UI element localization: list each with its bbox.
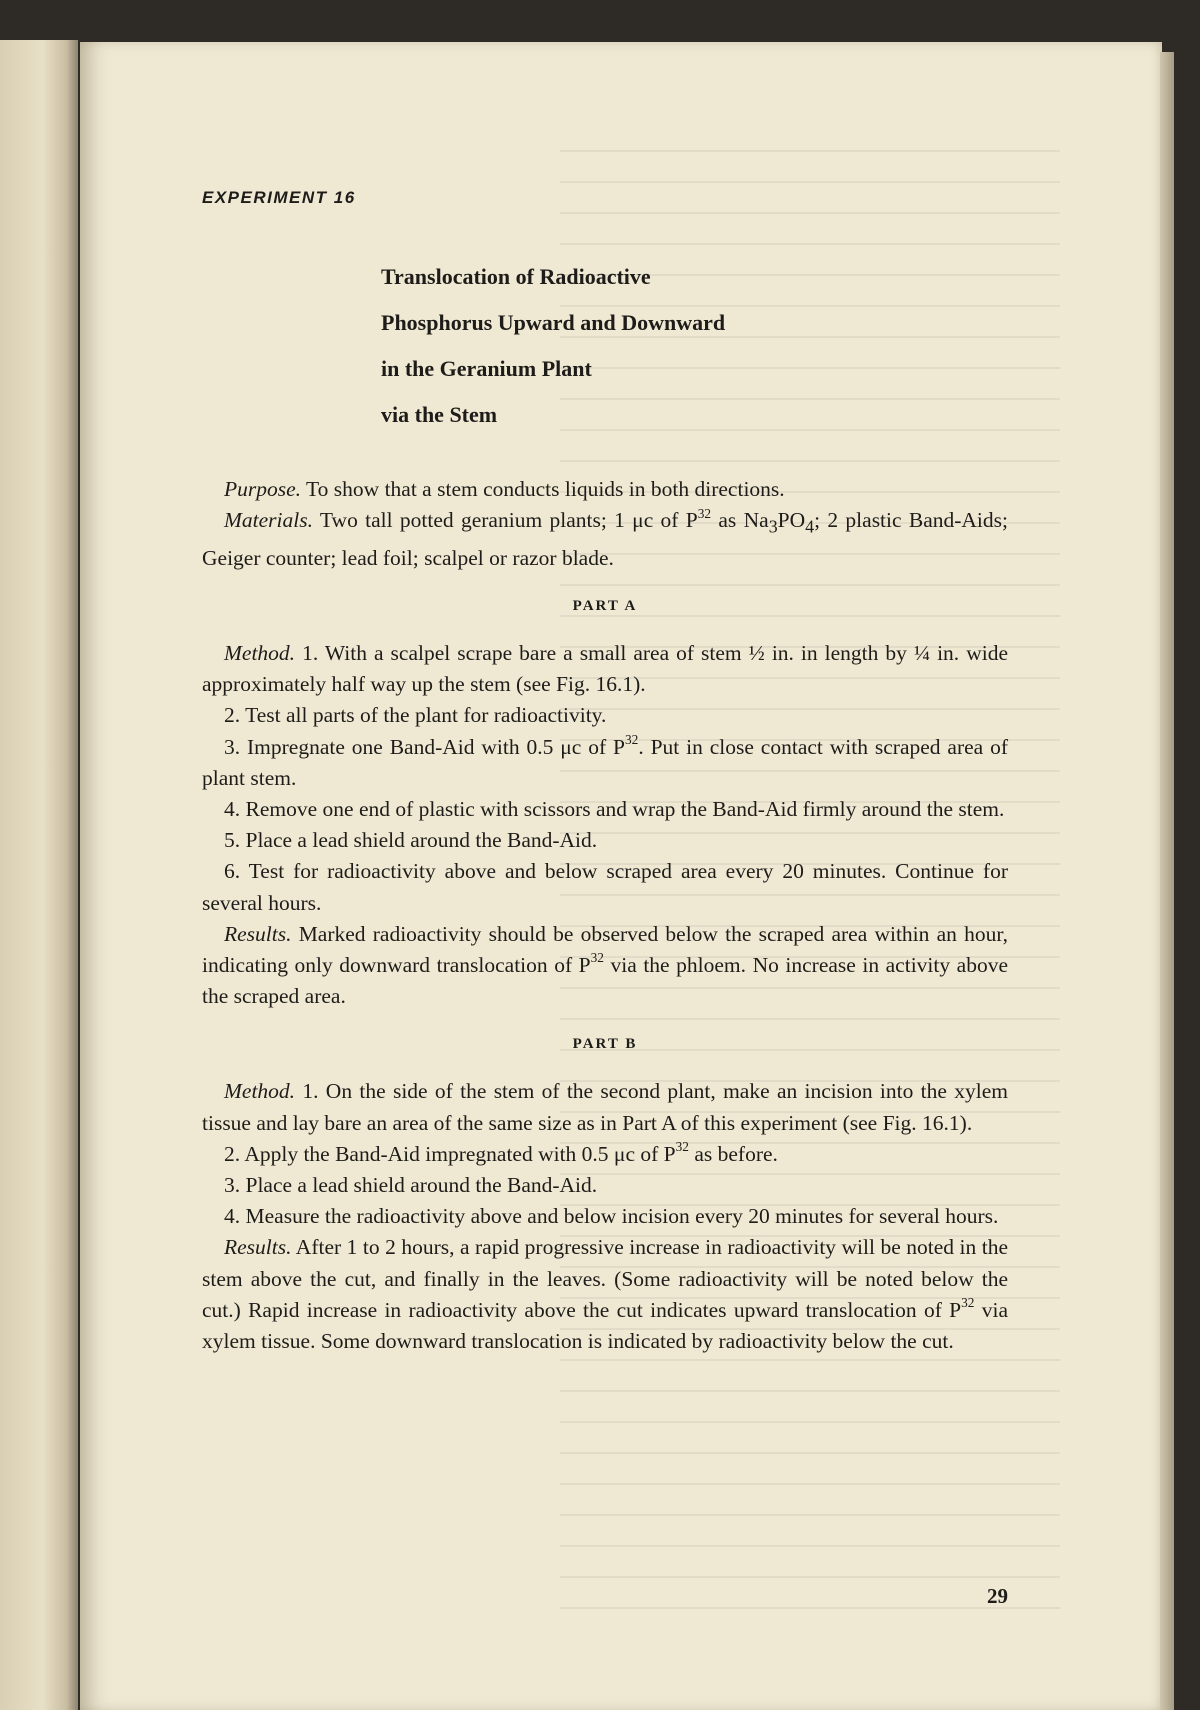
subscript: 3 <box>768 516 778 537</box>
experiment-title <box>381 254 941 438</box>
method-label: Method. <box>224 1079 296 1104</box>
materials-text: as Na <box>711 508 769 533</box>
step-text: 1. With a scalpel scrape bare a small area of stem ½ in. in length by ¼ in. wide approximately half way up the stem (see Fig. 16.1). <box>202 640 1008 697</box>
experiment-label: EXPERIMENT 16 <box>202 188 356 207</box>
title-line: via the Stem <box>381 402 498 427</box>
title-line: Phosphorus Upward and Downward <box>381 310 726 335</box>
title-line: in the Geranium Plant <box>381 356 592 381</box>
purpose-text: To show that a stem conducts liquids in both directions. <box>306 477 785 501</box>
part-a-heading: PART A <box>572 597 638 614</box>
superscript: 32 <box>675 1139 689 1155</box>
part-a-step: 6. Test for radioactivity above and below scraped area every 20 minutes. Continue for several hours. <box>202 859 1008 915</box>
part-a-step <box>202 638 1008 700</box>
results-text: via xylem tissue. Some downward translocation is indicated by radioactivity below the cut. <box>202 1297 1008 1353</box>
results-text: After 1 to 2 hours, a rapid progressive increase in radioactivity will be noted in the stem above the cut, and finally in the leaves. (Some radioactivity will be noted below the cut.) Rapid increase in radioactivity above the cut indicates upward translocation of P <box>202 1235 1008 1322</box>
materials-text: PO <box>777 508 806 533</box>
purpose-label: Purpose. <box>224 477 302 501</box>
part-a-step: 4. Remove one end of plastic with scissors and wrap the Band-Aid firmly around the stem. <box>224 796 1005 821</box>
page-number: 29 <box>987 1584 1008 1608</box>
results-text: Marked radioactivity should be observed below the scraped area within an hour, indicating only downward translocation of P <box>202 921 1008 977</box>
part-b-heading: PART B <box>572 1036 638 1053</box>
left-page-edge <box>0 40 78 1710</box>
part-b-step: 3. Place a lead shield around the Band-Aid. <box>224 1172 598 1197</box>
materials-text: Two tall potted geranium plants; 1 μc of P <box>319 508 698 533</box>
step-text: . Put in close contact with scraped area of plant stem. <box>202 734 1009 790</box>
superscript: 32 <box>697 505 712 521</box>
results-label: Results. <box>224 921 292 946</box>
part-a-results <box>202 919 1008 1013</box>
subscript: 4 <box>805 516 815 537</box>
part-b-results <box>202 1232 1008 1357</box>
step-text: 3. Impregnate one Band-Aid with 0.5 μc of P <box>224 734 625 759</box>
part-b-step: 4. Measure the radioactivity above and below incision every 20 minutes for several hours. <box>224 1204 999 1229</box>
part-b-step <box>202 1076 1008 1138</box>
materials-paragraph <box>202 505 1008 574</box>
materials-text: ; 2 plastic Band-Aids; Geiger counter; lead foil; scalpel or razor blade. <box>202 508 1008 570</box>
page-fore-edge <box>1160 52 1174 1710</box>
materials-label: Materials. <box>224 508 313 533</box>
step-text: as before. <box>688 1141 778 1166</box>
part-b-step <box>202 1139 1008 1170</box>
title-line: Translocation of Radioactive <box>381 264 651 289</box>
part-a-step <box>202 732 1008 794</box>
purpose-paragraph <box>202 474 1008 505</box>
step-text: 1. On the side of the stem of the second plant, make an incision into the xylem tissue and lay bare an area of the same size as in Part A of this experiment (see Fig. 16.1). <box>202 1079 1008 1135</box>
experiment-body <box>202 474 1008 1357</box>
results-label: Results. <box>224 1235 292 1260</box>
superscript: 32 <box>590 950 604 966</box>
superscript: 32 <box>961 1295 975 1311</box>
superscript: 32 <box>624 732 639 748</box>
part-a-step: 2. Test all parts of the plant for radioactivity. <box>224 703 607 728</box>
results-text: via the phloem. No increase in activity above the scraped area. <box>202 952 1009 1009</box>
part-a-step: 5. Place a lead shield around the Band-Aid. <box>224 828 598 853</box>
method-label: Method. <box>224 640 296 665</box>
step-text: 2. Apply the Band-Aid impregnated with 0.5 μc of P <box>224 1141 676 1166</box>
